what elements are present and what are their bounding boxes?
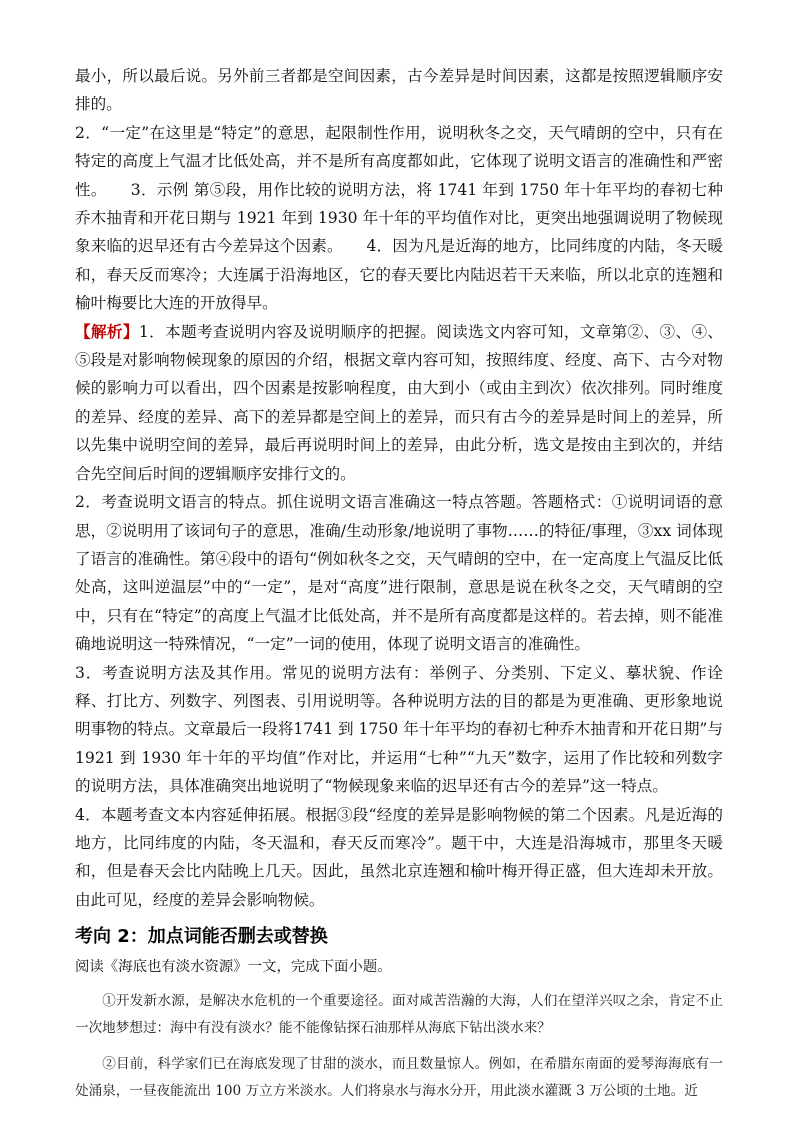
- analysis-paragraph-4: 4．本题考查文本内容延伸拓展。根据③段“经度的差异是影响物候的第二个因素。凡是近海的地方，比同纬度的内陆，冬天温和，春天反而寒冷”。题干中，大连是沿海城市，那里冬天暖和，但是春天会比内陆晚上几天。因此，虽然北京连翘和榆叶梅开得正盛，但大连却未开放。由此可见，经度的差异会影响物候。: [75, 805, 723, 909]
- answer-line-1: 最小，所以最后说。另外前三者都是空间因素，古今差异是时间因素，这都是按照逻辑顺序安排的。: [75, 67, 723, 114]
- section-heading: 考向 2：加点词能否删去或替换: [75, 926, 328, 948]
- article-paragraph-1: ①开发新水源，是解决水危机的一个重要途径。面对咸苦浩瀚的大海，人们在望洋兴叹之余，肯定不止一次地梦想过：海中有没有淡水？能不能像钻探石油那样从海底下钻出淡水来？: [75, 993, 723, 1037]
- document-page: [75, 62, 723, 1114]
- article-paragraph-2: ②目前，科学家们已在海底发现了甘甜的淡水，而且数量惊人。例如，在希腊东南面的爱琴海海底有一处涌泉，一昼夜能流出 100 万立方米淡水。人们将泉水与海水分开，用此淡水灌溉 3 万公顷的土地。近: [75, 1056, 723, 1100]
- analysis-paragraph-3: 3．考查说明方法及其作用。常见的说明方法有：举例子、分类别、下定义、摹状貌、作诠释、打比方、列数字、列图表、引用说明等。各种说明方法的目的都是为更准确、更形象地说明事物的特点。文章最后一段将1741 到 1750 年十年平均的春初七种乔木抽青和开花日期”与1921 到 1930 年十年的平均值”作对比，并运用“七种”“九天”数字，运用了作比较和列数字的说明方法，具体准确突出地说明了“物候现象来临的迟早还有古今的差异”这一特点。: [75, 663, 723, 796]
- analysis-paragraph-2: 2．考查说明文语言的特点。抓住说明文语言准确这一特点答题。答题格式：①说明词语的意思，②说明用了该词句子的意思，准确/生动形象/地说明了事物……的特征/事理，③xx 词体现了语言的准确性。第④段中的语句“例如秋冬之交，天气晴朗的空中，在一定高度上气温反比低处高，这叫逆温层”中的“一定”，是对“高度”进行限制，意思是说在秋冬之交，天气晴朗的空中，只有在“特定”的高度上气温才比低处高，并不是所有高度都是这样的。若去掉，则不能准确地说明这一特殊情况，“一定”一词的使用，体现了说明文语言的准确性。: [75, 493, 723, 654]
- answer-line-2: 2．“一定”在这里是“特定”的意思，起限制性作用，说明秋冬之交，天气晴朗的空中，只有在特定的高度上气温才比低处高，并不是所有高度都如此，它体现了说明文语言的准确性和严密性。 3．示例 第⑤段，用作比较的说明方法，将 1741 年到 1750 年十年平均的春初七种乔木抽青和开花日期与 1921 年到 1930 年十年的平均值作对比，更突出地强调说明了物候现象来临的迟早还有古今差异这个因素。 4．因为凡是近海的地方，比同纬度的内陆，冬天暖和，春天反而寒冷；大连属于沿海地区，它的春天要比内陆迟若干天来临，所以北京的连翘和榆叶梅要比大连的开放得早。: [75, 123, 723, 313]
- analysis-paragraph-1: [75, 318, 723, 488]
- section-intro: 阅读《海底也有淡水资源》一文，完成下面小题。: [75, 959, 392, 976]
- analysis-tag: 【解析】: [75, 321, 139, 341]
- analysis-p1-text: 1．本题考查说明内容及说明顺序的把握。阅读选文内容可知，文章第②、③、④、⑤段是对影响物候现象的原因的介绍，根据文章内容可知，按照纬度、经度、高下、古今对物候的影响力可以看出，四个因素是按影响程度，由大到小（或由主到次）依次排列。同时维度的差异、经度的差异、高下的差异都是空间上的差异，而只有古今的差异是时间上的差异，所以先集中说明空间的差异，最后再说明时间上的差异，由此分析，选文是按由主到次的，并结合先空间后时间的逻辑顺序安排行文的。: [75, 322, 723, 483]
- reading-article: [75, 988, 723, 1105]
